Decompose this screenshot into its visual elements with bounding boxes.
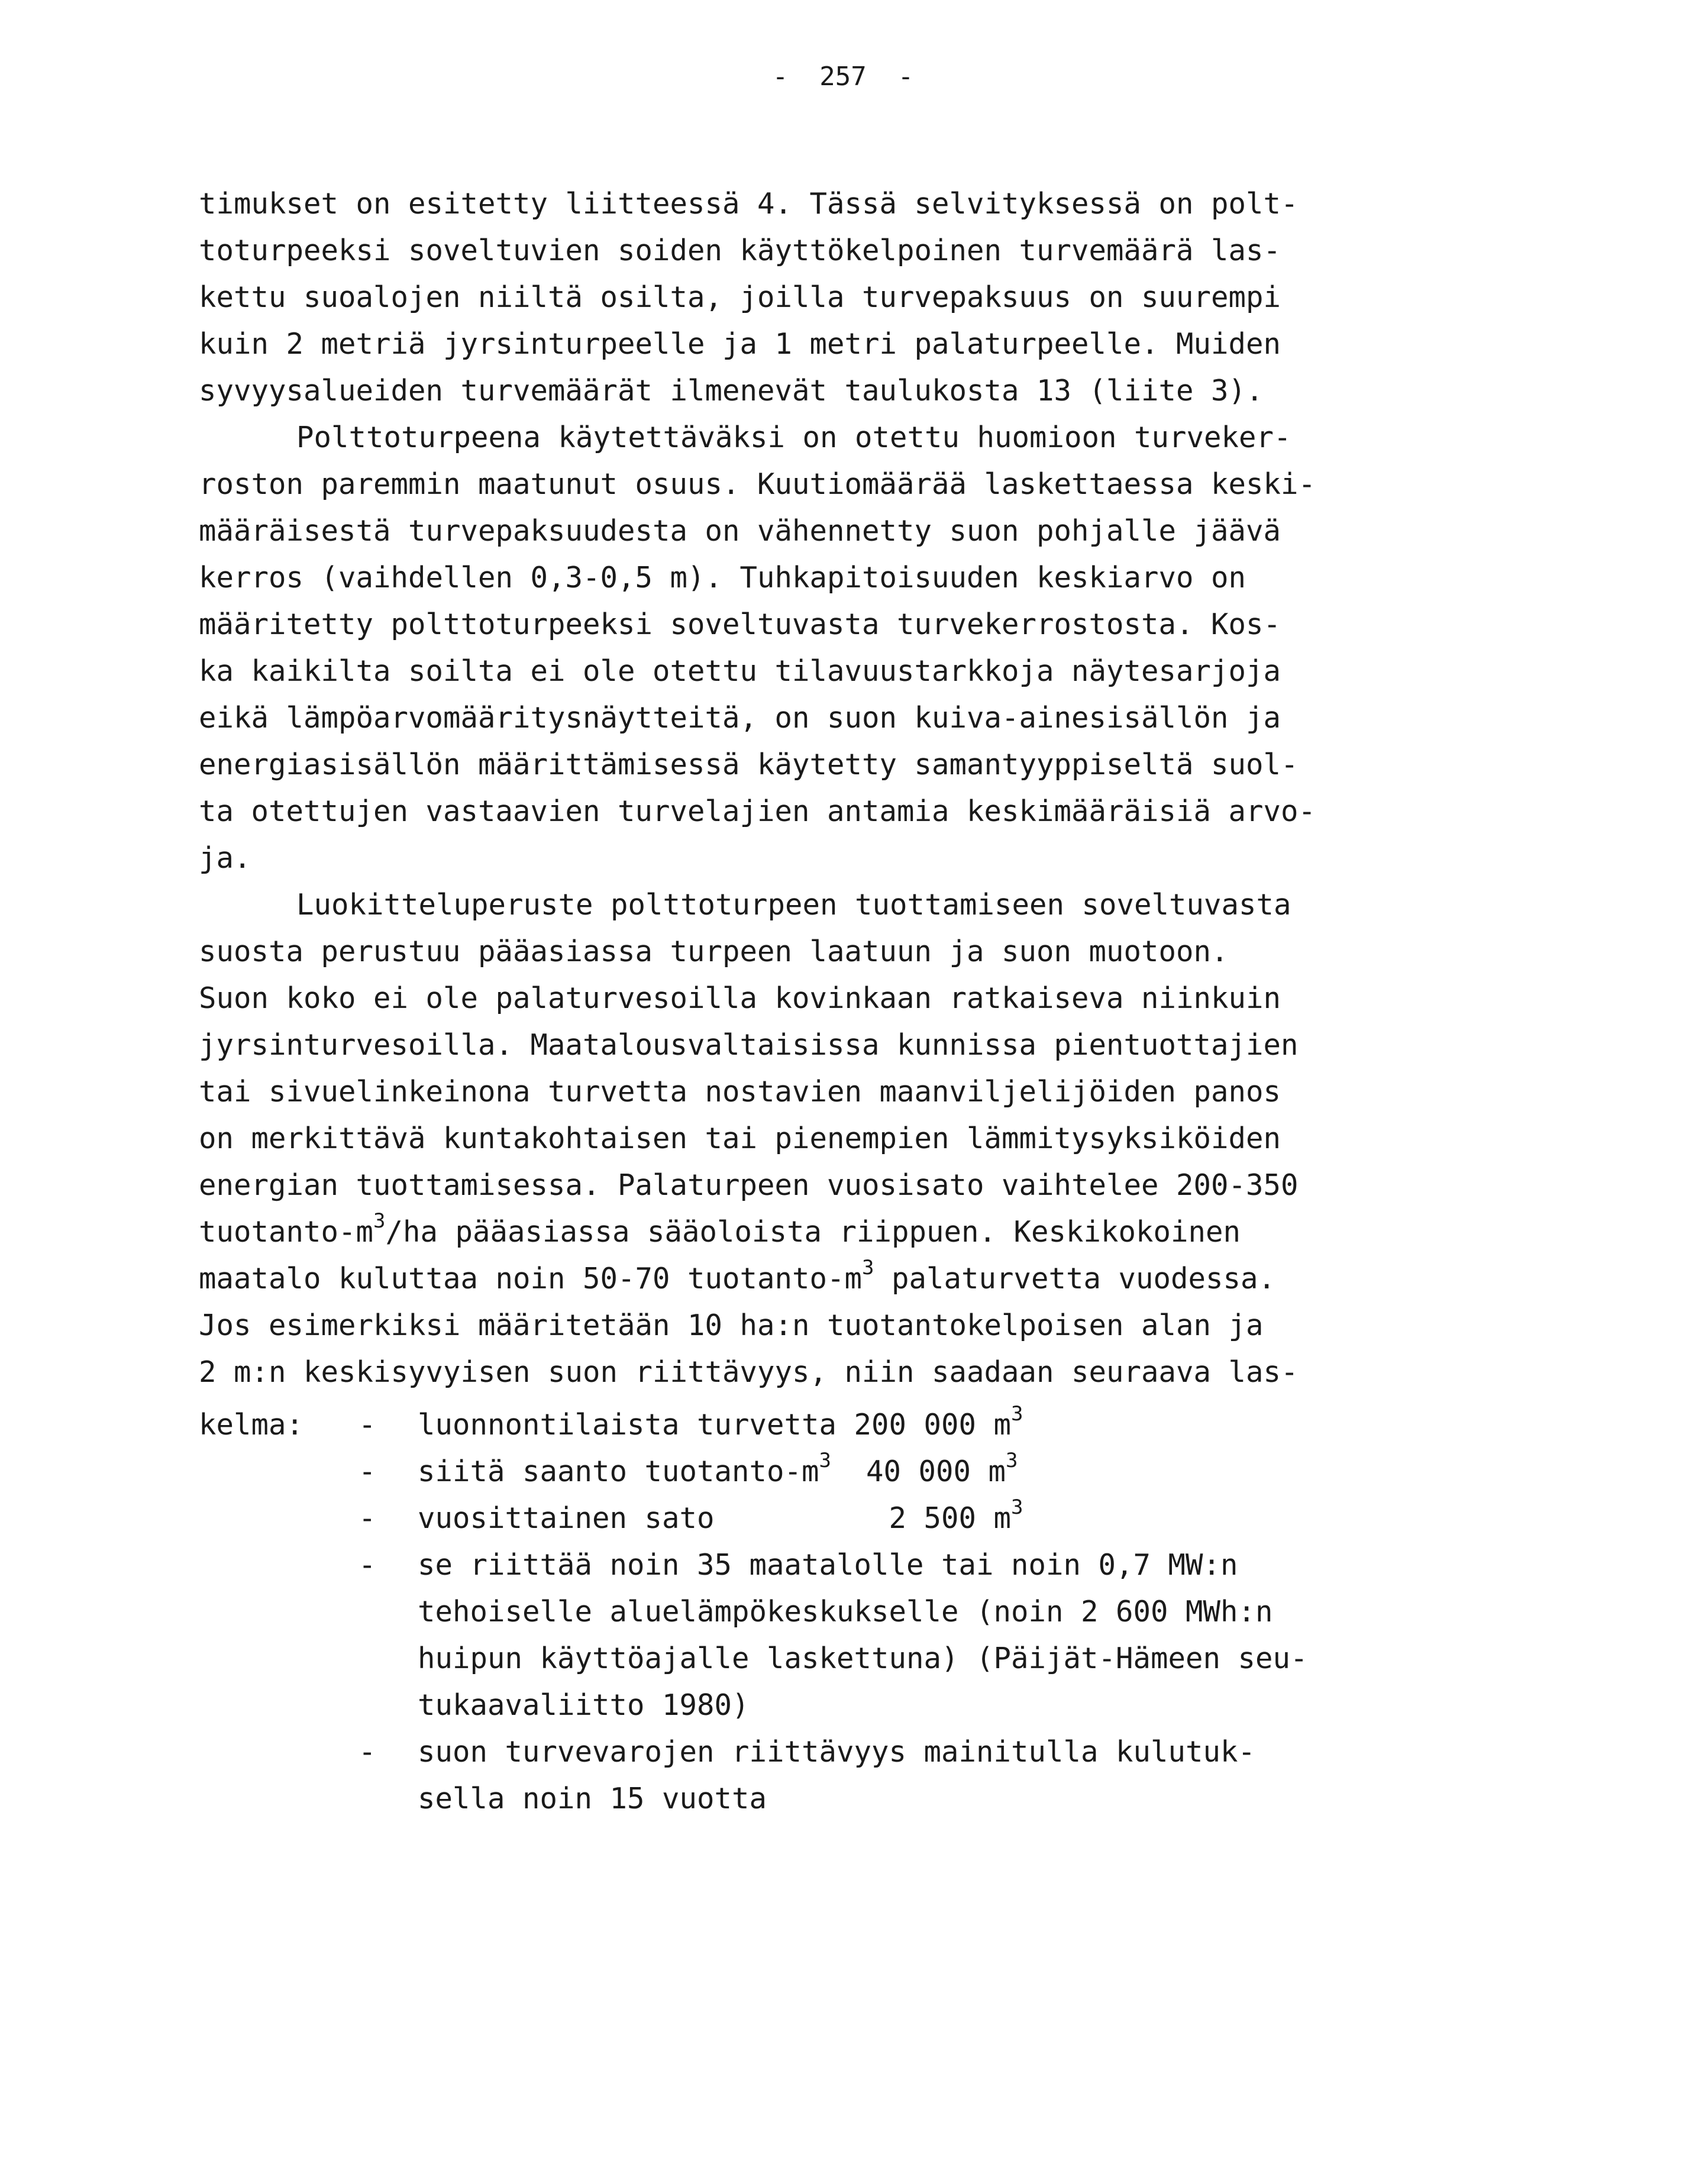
text-line: [199, 1255, 1477, 1302]
list-item-text: [418, 1401, 1477, 1448]
text-line: määritetty polttoturpeeksi soveltuvasta turvekerrostosta. Kos-: [199, 608, 1281, 641]
superscript: 3: [1006, 1449, 1018, 1472]
calculation-list: [199, 1401, 1477, 1822]
text-line: energiasisällön määrittämisessä käytetty samantyyppiseltä suol-: [199, 748, 1299, 781]
text-line: Jos esimerkiksi määritetään 10 ha:n tuotantokelpoisen alan ja: [199, 1309, 1264, 1342]
text-fragment: 2 500 m: [889, 1501, 1012, 1535]
calculation-lead: kelma:: [199, 1408, 304, 1442]
text-fragment: siitä saanto tuotanto-m: [418, 1455, 819, 1488]
list-dash: -: [358, 1735, 376, 1769]
text-line: suon turvevarojen riittävyys mainitulla kulutuk-: [418, 1735, 1256, 1769]
text-line: syvyysalueiden turvemäärät ilmenevät taulukosta 13 (liite 3).: [199, 374, 1264, 408]
text-line: [199, 1209, 1477, 1255]
text-line: ka kaikilta soilta ei ole otettu tilavuustarkkoja näytesarjoja: [199, 654, 1281, 688]
text-line: roston paremmin maatunut osuus. Kuutiomäärää laskettaessa keski-: [199, 467, 1316, 501]
text-line: toturpeeksi soveltuvien soiden käyttökelpoinen turvemäärä las-: [199, 234, 1281, 267]
list-item: [199, 1729, 1477, 1822]
list-dash: -: [358, 1455, 376, 1488]
text-fragment: maatalo kuluttaa noin 50-70 tuotanto-m: [199, 1262, 863, 1295]
text-line: sella noin 15 vuotta: [418, 1782, 767, 1815]
text-line: [418, 1495, 1477, 1542]
text-fragment: /ha pääasiassa sääoloista riippuen. Keskikokoinen: [385, 1215, 1241, 1249]
text-line: se riittää noin 35 maatalolle tai noin 0,7 MW:n: [418, 1548, 1238, 1582]
superscript: 3: [373, 1209, 386, 1233]
list-item-text: [418, 1448, 1477, 1495]
text-line: [418, 1448, 1477, 1495]
text-line: tehoiselle aluelämpökeskukselle (noin 2 600 MWh:n: [418, 1595, 1273, 1629]
text-fragment: 40 000 m: [831, 1455, 1006, 1488]
superscript: 3: [862, 1256, 874, 1280]
list-dash: -: [358, 1501, 376, 1535]
text-fragment: tuotanto-m: [199, 1215, 374, 1249]
list-item: [199, 1401, 1477, 1448]
text-line: 2 m:n keskisyvyisen suon riittävyys, niin saadaan seuraava las-: [199, 1355, 1299, 1389]
text-line: ja.: [199, 841, 251, 875]
text-fragment: luonnontilaista turvetta 200 000 m: [418, 1408, 1012, 1442]
list-item-text: [418, 1729, 1477, 1822]
list-dash: -: [358, 1408, 376, 1442]
list-item-text: [418, 1542, 1477, 1729]
text-line: kuin 2 metriä jyrsinturpeelle ja 1 metri palaturpeelle. Muiden: [199, 327, 1281, 361]
body-text: [199, 180, 1477, 1395]
superscript: 3: [1011, 1402, 1023, 1426]
superscript: 3: [819, 1449, 831, 1472]
text-line: määräisestä turvepaksuudesta on vähennetty suon pohjalle jäävä: [199, 514, 1281, 548]
text-line: Luokitteluperuste polttoturpeen tuottamiseen soveltuvasta: [296, 888, 1291, 922]
text-line: kerros (vaihdellen 0,3-0,5 m). Tuhkapitoisuuden keskiarvo on: [199, 561, 1246, 595]
text-line: huipun käyttöajalle laskettuna) (Päijät-Hämeen seu-: [418, 1642, 1308, 1675]
text-line: eikä lämpöarvomääritysnäytteitä, on suon kuiva-ainesisällön ja: [199, 701, 1281, 735]
text-line: kettu suoalojen niiltä osilta, joilla turvepaksuus on suurempi: [199, 280, 1281, 314]
list-item: [199, 1495, 1477, 1542]
list-item-text: [418, 1495, 1477, 1542]
text-gap: [715, 1501, 889, 1535]
list-dash: -: [358, 1548, 376, 1582]
text-line: energian tuottamisessa. Palaturpeen vuosisato vaihtelee 200-350: [199, 1168, 1299, 1202]
list-item: [199, 1448, 1477, 1495]
text-line: jyrsinturvesoilla. Maatalousvaltaisissa kunnissa pientuottajien: [199, 1028, 1299, 1062]
text-line: Polttoturpeena käytettäväksi on otettu huomioon turveker-: [296, 421, 1291, 454]
text-fragment: vuosittainen sato: [418, 1501, 715, 1535]
text-line: [418, 1401, 1477, 1448]
text-line: timukset on esitetty liitteessä 4. Tässä selvityksessä on polt-: [199, 187, 1299, 221]
text-line: ta otettujen vastaavien turvelajien antamia keskimääräisiä arvo-: [199, 794, 1316, 828]
list-item: [199, 1542, 1477, 1729]
page-number: - 257 -: [772, 62, 914, 92]
text-line: suosta perustuu pääasiassa turpeen laatuun ja suon muotoon.: [199, 935, 1229, 968]
text-line: on merkittävä kuntakohtaisen tai pienempien lämmitysyksiköiden: [199, 1122, 1281, 1155]
superscript: 3: [1011, 1495, 1023, 1519]
text-fragment: palaturvetta vuodessa.: [874, 1262, 1276, 1295]
text-line: tukaavaliitto 1980): [418, 1688, 750, 1722]
text-line: Suon koko ei ole palaturvesoilla kovinkaan ratkaiseva niinkuin: [199, 981, 1281, 1015]
text-line: tai sivuelinkeinona turvetta nostavien maanviljelijöiden panos: [199, 1075, 1281, 1109]
